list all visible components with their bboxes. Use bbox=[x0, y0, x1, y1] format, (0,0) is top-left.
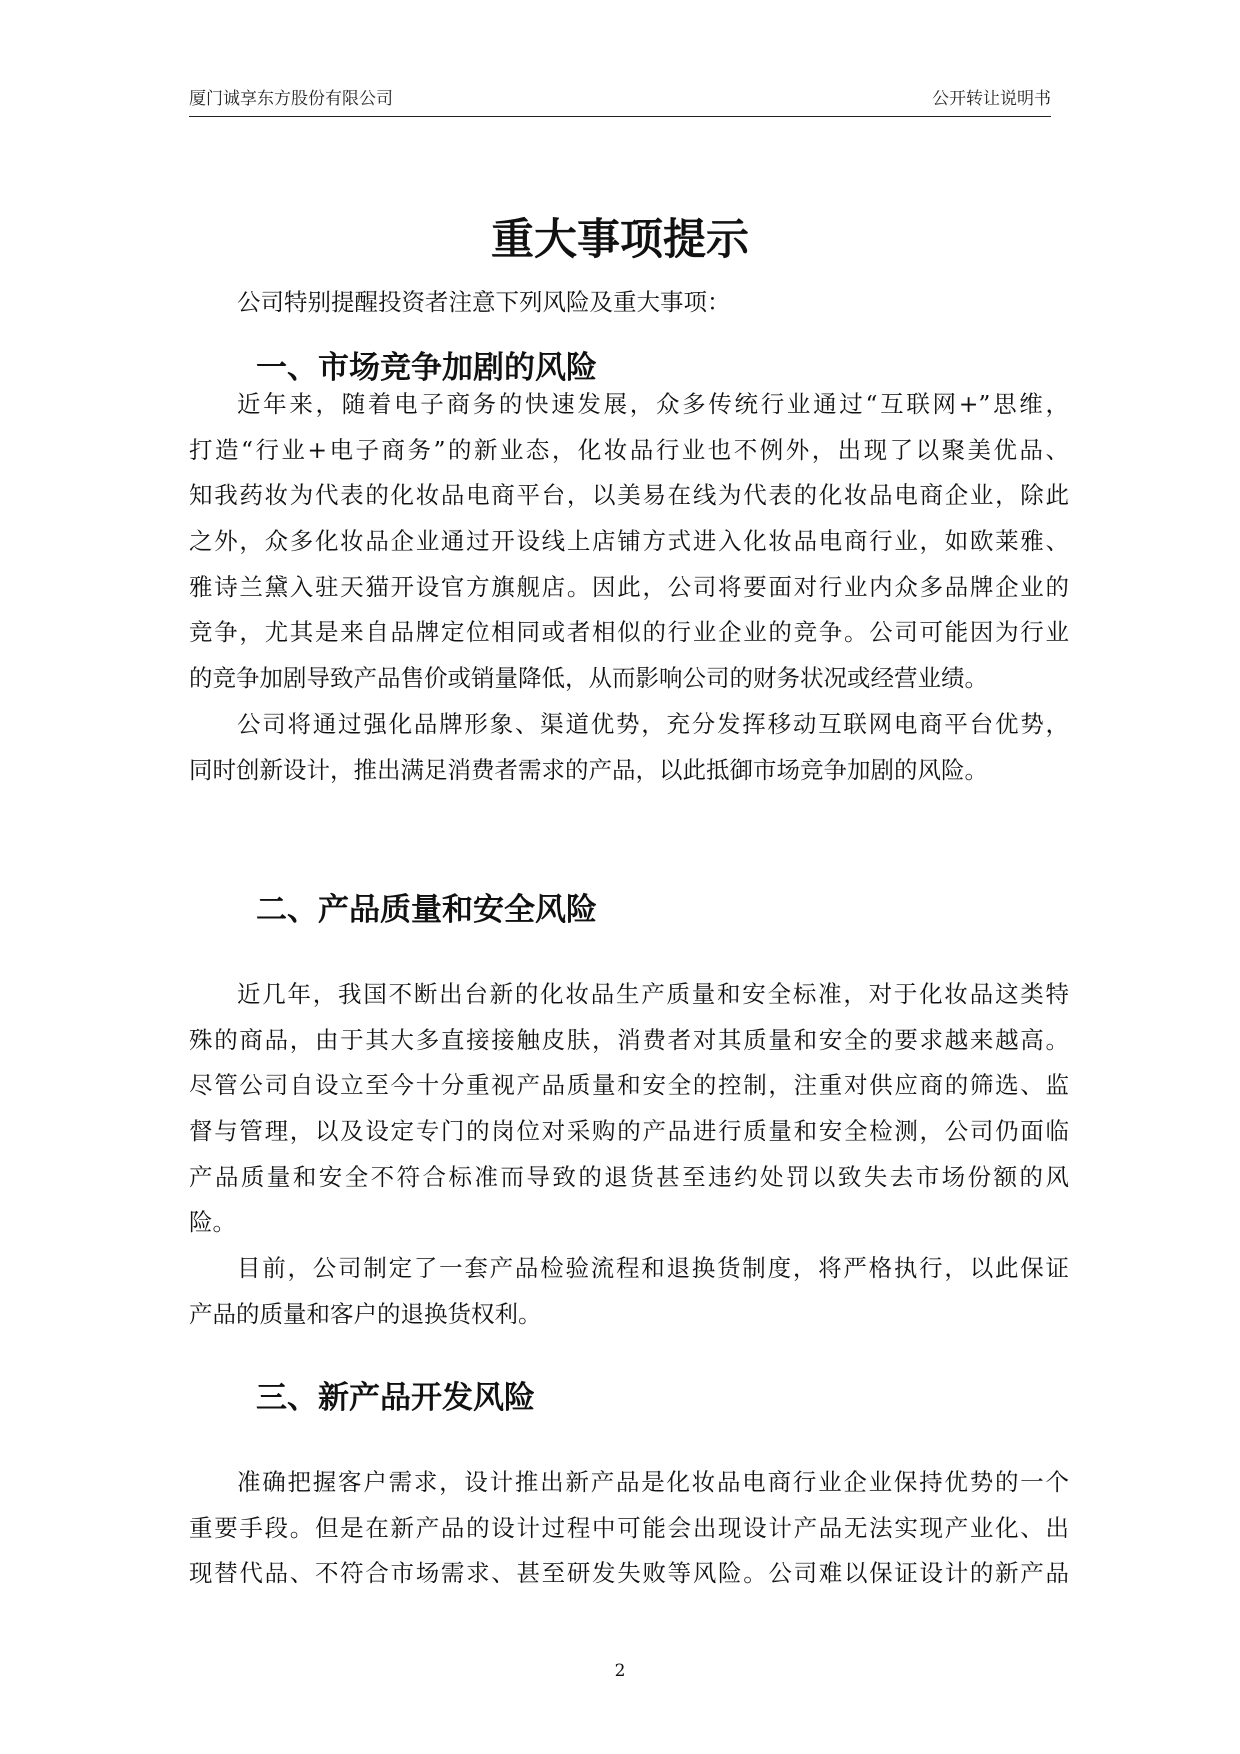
section-1-paragraph-2 bbox=[189, 702, 1069, 793]
text-line: 竞争，尤其是来自品牌定位相同或者相似的行业企业的竞争。公司可能因为行业 bbox=[189, 618, 1069, 647]
section-heading-product-quality: 二、产品质量和安全风险 bbox=[256, 892, 597, 928]
text-line: 之外，众多化妆品企业通过开设线上店铺方式进入化妆品电商行业，如欧莱雅、 bbox=[189, 527, 1069, 556]
text-line: 殊的商品，由于其大多直接接触皮肤，消费者对其质量和安全的要求越来越高。 bbox=[189, 1025, 1069, 1054]
section-heading-market-competition: 一、市场竞争加剧的风险 bbox=[256, 350, 597, 386]
section-3-paragraph-1 bbox=[189, 1460, 1069, 1597]
text-line: 的竞争加剧导致产品售价或销量降低，从而影响公司的财务状况或经营业绩。 bbox=[189, 664, 988, 693]
header-company-name: 厦门诚享东方股份有限公司 bbox=[189, 89, 393, 109]
text-line: 同时创新设计，推出满足消费者需求的产品，以此抵御市场竞争加剧的风险。 bbox=[189, 755, 988, 784]
text-line: 督与管理，以及设定专门的岗位对采购的产品进行质量和安全检测，公司仍面临 bbox=[189, 1117, 1069, 1146]
header-document-type: 公开转让说明书 bbox=[932, 89, 1051, 109]
text-line: 打造“行业+电子商务”的新业态，化妆品行业也不例外，出现了以聚美优品、 bbox=[189, 435, 1069, 464]
text-line: 重要手段。但是在新产品的设计过程中可能会出现设计产品无法实现产业化、出 bbox=[189, 1513, 1069, 1542]
text-line: 公司将通过强化品牌形象、渠道优势，充分发挥移动互联网电商平台优势， bbox=[237, 710, 1069, 738]
page-title: 重大事项提示 bbox=[491, 215, 749, 265]
section-2-paragraph-1 bbox=[189, 972, 1069, 1246]
text-line: 准确把握客户需求，设计推出新产品是化妆品电商行业企业保持优势的一个 bbox=[237, 1468, 1069, 1496]
text-line: 产品的质量和客户的退换货权利。 bbox=[189, 1299, 542, 1328]
text-line: 近几年，我国不断出台新的化妆品生产质量和安全标准，对于化妆品这类特 bbox=[237, 980, 1069, 1008]
text-line: 雅诗兰黛入驻天猫开设官方旗舰店。因此，公司将要面对行业内众多品牌企业的 bbox=[189, 572, 1069, 601]
text-line: 产品质量和安全不符合标准而导致的退货甚至违约处罚以致失去市场份额的风 bbox=[189, 1162, 1069, 1191]
text-line: 尽管公司自设立至今十分重视产品质量和安全的控制，注重对供应商的筛选、监 bbox=[189, 1071, 1069, 1100]
section-heading-new-product: 三、新产品开发风险 bbox=[256, 1380, 535, 1416]
section-2-paragraph-2 bbox=[189, 1246, 1069, 1337]
intro-text: 公司特别提醒投资者注意下列风险及重大事项： bbox=[237, 288, 731, 316]
text-line: 目前，公司制定了一套产品检验流程和退换货制度，将严格执行，以此保证 bbox=[237, 1254, 1069, 1282]
text-line: 险。 bbox=[189, 1208, 236, 1237]
text-line: 现替代品、不符合市场需求、甚至研发失败等风险。公司难以保证设计的新产品 bbox=[189, 1559, 1069, 1588]
section-1-paragraph-1 bbox=[189, 382, 1069, 702]
text-line: 知我药妆为代表的化妆品电商平台，以美易在线为代表的化妆品电商企业，除此 bbox=[189, 481, 1069, 510]
page-number: 2 bbox=[614, 1661, 626, 1681]
page-header bbox=[189, 86, 1051, 117]
text-line: 近年来，随着电子商务的快速发展，众多传统行业通过“互联网+”思维， bbox=[237, 390, 1069, 418]
